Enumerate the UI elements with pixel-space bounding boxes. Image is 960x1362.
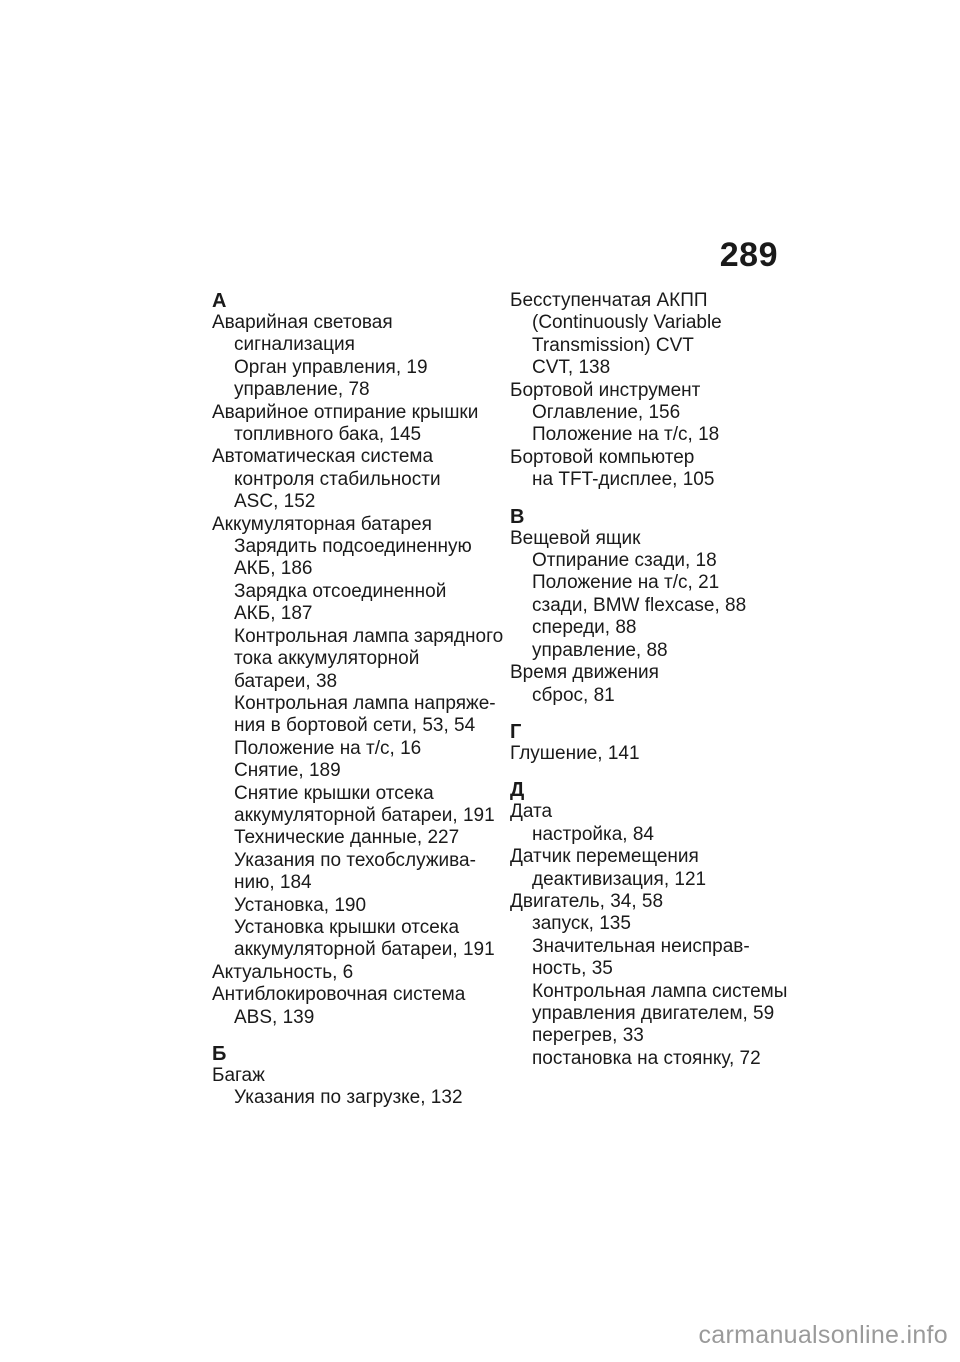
index-letter-heading: А bbox=[212, 290, 227, 312]
index-subentry: ABS, 139 bbox=[234, 1006, 315, 1028]
index-entry: Бортовой инструмент bbox=[510, 379, 701, 401]
index-subentry: Установка, 190 bbox=[234, 894, 367, 916]
index-subentry: Установка крышки отсека bbox=[234, 916, 460, 938]
index-subentry: CVT, 138 bbox=[532, 357, 611, 379]
index-subentry: сзади, BMW flexcase, 88 bbox=[532, 594, 747, 616]
index-subentry: Контрольная лампа напряже- bbox=[234, 692, 496, 714]
index-subentry: ния в бортовой сети, 53, 54 bbox=[234, 715, 476, 737]
index-subentry: ность, 35 bbox=[532, 958, 613, 980]
index-subentry: сброс, 81 bbox=[532, 684, 615, 706]
index-subentry: Контрольная лампа системы bbox=[532, 980, 788, 1002]
index-subentry: на TFT-дисплее, 105 bbox=[532, 469, 715, 491]
index-subentry: управление, 88 bbox=[532, 639, 668, 661]
index-subentry: Положение на т/с, 21 bbox=[532, 572, 720, 594]
index-subentry: деактивизация, 121 bbox=[532, 868, 707, 890]
index-entry: Аварийное отпирание крышки bbox=[212, 401, 479, 423]
index-subentry: перегрев, 33 bbox=[532, 1025, 644, 1047]
index-entry: Аккумуляторная батарея bbox=[212, 513, 432, 535]
index-subentry: постановка на стоянку, 72 bbox=[532, 1047, 761, 1069]
index-subentry: управления двигателем, 59 bbox=[532, 1002, 775, 1024]
page-number: 289 bbox=[719, 236, 778, 274]
index-entry: Глушение, 141 bbox=[510, 742, 640, 764]
index-entry: Бесступенчатая АКПП bbox=[510, 290, 708, 311]
index-subentry: Снятие крышки отсека bbox=[234, 782, 434, 804]
index-subentry: Контрольная лампа зарядного bbox=[234, 625, 504, 647]
index-subentry: аккумуляторной батареи, 191 bbox=[234, 804, 495, 826]
index-entry: Время движения bbox=[510, 662, 659, 684]
index-subentry: спереди, 88 bbox=[532, 617, 637, 639]
index-column-right bbox=[510, 290, 800, 1070]
index-subentry: Указания по техобслужива- bbox=[234, 849, 476, 871]
index-entry: Бортовой компьютер bbox=[510, 446, 695, 468]
watermark[interactable]: carmanualsonline.info bbox=[698, 1321, 948, 1349]
index-subentry: тока аккумуляторной bbox=[234, 648, 420, 670]
index-entry: Вещевой ящик bbox=[510, 527, 641, 549]
index-letter-heading: Б bbox=[212, 1043, 227, 1065]
index-subentry: Transmission) CVT bbox=[532, 334, 694, 356]
index-subentry: аккумуляторной батареи, 191 bbox=[234, 939, 495, 961]
index-letter-heading: Д bbox=[510, 779, 525, 802]
index-subentry: настройка, 84 bbox=[532, 823, 654, 845]
index-subentry: нию, 184 bbox=[234, 872, 312, 894]
index-letter-heading: Г bbox=[510, 720, 522, 743]
index-subentry: сигнализация bbox=[234, 334, 355, 356]
index-subentry: запуск, 135 bbox=[532, 913, 631, 935]
index-entry: Автоматическая система bbox=[212, 446, 434, 468]
index-column-left bbox=[212, 290, 502, 1110]
index-subentry: Оглавление, 156 bbox=[532, 402, 681, 424]
index-entry: Дата bbox=[510, 801, 553, 823]
index-subentry: Отпирание сзади, 18 bbox=[532, 550, 717, 572]
index-subentry: Указания по загрузке, 132 bbox=[234, 1087, 463, 1109]
index-entry: Актуальность, 6 bbox=[212, 961, 354, 983]
index-entry: Антиблокировочная система bbox=[212, 984, 466, 1006]
index-letter-heading: В bbox=[510, 505, 525, 528]
index-entry: Багаж bbox=[212, 1065, 265, 1086]
index-subentry: Технические данные, 227 bbox=[234, 827, 460, 849]
index-subentry: Снятие, 189 bbox=[234, 760, 341, 782]
index-entry: Аварийная световая bbox=[212, 312, 393, 333]
index-subentry: АКБ, 187 bbox=[234, 603, 313, 625]
index-entry: Датчик перемещения bbox=[510, 846, 699, 868]
index-subentry: Зарядить подсоединенную bbox=[234, 536, 472, 558]
index-subentry: Положение на т/с, 16 bbox=[234, 737, 422, 759]
index-subentry: управление, 78 bbox=[234, 379, 370, 401]
index-subentry: ASC, 152 bbox=[234, 491, 316, 513]
index-subentry: АКБ, 186 bbox=[234, 558, 313, 580]
index-subentry: контроля стабильности bbox=[234, 468, 441, 490]
index-subentry: Орган управления, 19 bbox=[234, 356, 428, 378]
index-subentry: батареи, 38 bbox=[234, 670, 338, 692]
index-subentry: Значительная неисправ- bbox=[532, 935, 750, 957]
index-subentry: Зарядка отсоединенной bbox=[234, 580, 447, 602]
index-subentry: Положение на т/с, 18 bbox=[532, 424, 720, 446]
index-subentry: (Continuously Variable bbox=[532, 312, 722, 334]
index-subentry: топливного бака, 145 bbox=[234, 424, 422, 446]
index-entry: Двигатель, 34, 58 bbox=[510, 890, 664, 912]
